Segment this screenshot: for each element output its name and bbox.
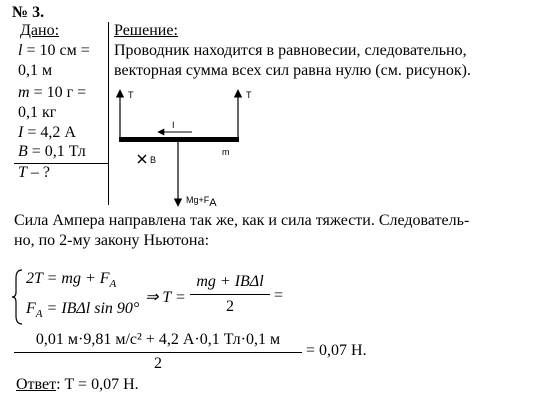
- ampere-text: но, по 2-му закону Ньютона:: [14, 232, 210, 249]
- result-value: = 0,07 Н.: [306, 342, 367, 359]
- given-line: I = 4,2 А: [18, 124, 76, 141]
- answer-text: : T = 0,07 Н.: [56, 376, 139, 393]
- given-line: l = 10 см =: [18, 42, 90, 59]
- given-line: m = 10 г =: [18, 84, 87, 101]
- solution-header: Решение:: [114, 22, 178, 39]
- fraction1-bar: [190, 294, 270, 295]
- solution-line: векторная сумма всех сил равна нулю (см. рисунок).: [114, 62, 471, 79]
- given-line: B = 0,1 Тл: [18, 143, 86, 160]
- fraction2-bar: [14, 352, 302, 353]
- equation-1: 2T = mg + $F_A$: [26, 270, 117, 291]
- answer-label: Ответ: [16, 376, 57, 393]
- find-line: T – ?: [18, 164, 51, 181]
- given-header: Дано:: [20, 22, 60, 39]
- implies-expression: ⇒ T =: [145, 289, 186, 306]
- solution-line: Проводник находится в равновесии, следовательно,: [114, 42, 467, 59]
- fraction1-numerator: mg + IBΔl: [196, 273, 264, 290]
- mass-label: m: [222, 147, 230, 157]
- answer: [16, 376, 139, 394]
- given-line: 0,1 кг: [18, 104, 57, 121]
- equals-sign: =: [274, 287, 284, 304]
- problem-number: № 3.: [12, 4, 45, 21]
- tension-right-label: T: [246, 90, 252, 100]
- current-label: I: [172, 120, 175, 130]
- conductor-bar: [119, 137, 239, 142]
- force-diagram: [110, 82, 270, 212]
- system-brace: [12, 268, 24, 326]
- gravity-label: $Mg+F_A$: [186, 195, 217, 209]
- fraction2-denominator: 2: [154, 355, 162, 372]
- ampere-text: Сила Ампера направлена так же, как и сила тяжести. Следователь-: [14, 212, 470, 229]
- tension-left-label: T: [128, 90, 134, 100]
- field-label: B: [150, 155, 157, 165]
- given-solution-divider: [108, 22, 109, 205]
- fraction1-denominator: 2: [226, 298, 234, 315]
- equation-2: $F_A = IB\Delta l$ sin 90°: [26, 300, 140, 321]
- fraction2-numerator: 0,01 м·9,81 м/с² + 4,2 А·0,1 Тл·0,1 м: [35, 331, 281, 348]
- given-line: 0,1 м: [18, 62, 53, 79]
